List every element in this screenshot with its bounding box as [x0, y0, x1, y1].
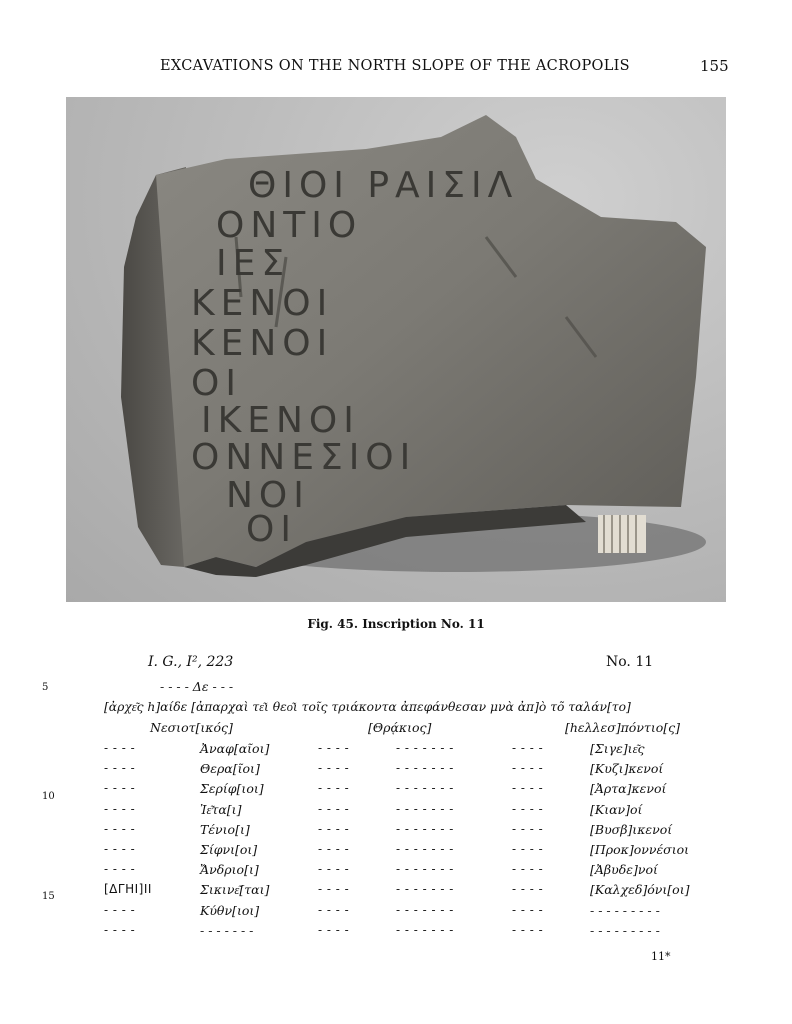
table-cell-d: - - - - - - - [396, 862, 454, 877]
table-cell-d: - - - - - - - [396, 741, 454, 755]
table-cell-d: - - - - - - - [396, 821, 454, 836]
table-cell-f: - - - - - - - - - [590, 902, 660, 918]
ig-reference: I. G., I², 223 [148, 654, 234, 670]
wooden-support [598, 515, 646, 553]
stone-line-6: ΟΙ [191, 363, 242, 404]
table-cell-e: - - - - [512, 801, 544, 816]
table-cell-b: Ἰε͂τα[ι] [200, 801, 242, 817]
table-cell-d: - - - - - - - [396, 781, 454, 796]
line-number-15: 15 [42, 891, 55, 902]
table-cell-d: - - - - - - - [396, 801, 454, 816]
table-cell-f: [Καλχεδ]όνι[οι] [590, 882, 690, 898]
stone-line-9: ΝΟΙ [226, 475, 310, 516]
stone-line-10: ΟΙ [246, 509, 297, 550]
table-cell-e: - - - - [512, 862, 544, 877]
table-cell-c: - - - - [318, 842, 350, 856]
page-number: 155 [700, 57, 729, 75]
table-cell-a: - - - - [104, 741, 136, 755]
inscription-number: No. 11 [606, 654, 654, 670]
table-cell-b: Θερα[ῖοι] [200, 761, 260, 777]
region-thrakios: [Θρᾴκιος] [368, 720, 432, 735]
table-cell-a: - - - - [104, 902, 136, 917]
table-cell-d: - - - - - - - [396, 761, 454, 776]
figure-caption: Fig. 45. Inscription No. 11 [307, 617, 485, 631]
table-cell-c: - - - - [318, 741, 350, 755]
stone-line-7: ΙΚΕΝΟΙ [201, 400, 360, 441]
table-cell-c: - - - - [318, 862, 350, 877]
table-cell-b: Κύθν[ιοι] [200, 902, 260, 918]
table-cell-e: - - - - [512, 761, 544, 776]
table-cell-a: - - - - [104, 842, 136, 856]
table-cell-b: Ἀναφ[αῖοι] [200, 741, 270, 756]
stone-line-4: ΚΕΝΟΙ [191, 283, 334, 324]
table-cell-e: - - - - [512, 821, 544, 836]
table-cell-a: [ΔΓΗΙ]ΙΙ [104, 882, 152, 897]
table-cell-b: Ἄνδριο[ι] [200, 862, 259, 878]
stone-line-3: ΙΕΣ [216, 243, 291, 284]
table-cell-e: - - - - [512, 902, 544, 917]
table-cell-a: - - - - [104, 922, 136, 937]
table-cell-f: [Βυσβ]ικενοί [590, 821, 673, 837]
line-number-10: 10 [42, 791, 55, 802]
stone-line-5: ΚΕΝΟΙ [191, 323, 334, 364]
inscription-photo [66, 97, 726, 602]
table-cell-d: - - - - - - - [396, 922, 454, 937]
table-cell-a: - - - - [104, 781, 136, 796]
stone-line-1: ΘΙΟΙ ΡΑΙΣΙΛ [248, 165, 519, 206]
table-cell-c: - - - - [318, 761, 350, 776]
signature-mark: 11* [651, 950, 671, 963]
table-cell-b: Σίφνι[οι] [200, 842, 258, 857]
table-cell-f: [Προκ]οννέσιοι [590, 842, 690, 857]
table-cell-b: Τένιο[ι] [200, 821, 250, 837]
table-cell-b: Σερίφ[ιοι] [200, 781, 264, 797]
table-cell-b: Σικινε͂[ται] [200, 882, 270, 898]
table-cell-b: - - - - - - - [200, 922, 254, 938]
table-cell-a: - - - - [104, 761, 136, 776]
table-cell-c: - - - - [318, 821, 350, 836]
inscription-heading-line: [ἀρχε͂ς h]αίδε [ἀπαρχαὶ τε͂ι θεο͂ι τοῖς τριάκοντα ἀπεφάνθεσαν μνὰ ἀπ]ὸ τõ ταλάν[το] [104, 700, 631, 714]
line-number-5: 5 [42, 682, 49, 693]
inscription-line-5: - - - - Δε - - - [160, 679, 234, 694]
table-cell-e: - - - - [512, 842, 544, 856]
table-cell-c: - - - - [318, 781, 350, 796]
table-cell-e: - - - - [512, 922, 544, 937]
table-cell-f: [Σιγε]ιε͂ς [590, 741, 645, 756]
table-cell-f: [Ἀρτα]κενοί [590, 781, 667, 797]
table-cell-d: - - - - - - - [396, 842, 454, 856]
table-cell-c: - - - - [318, 801, 350, 816]
table-cell-d: - - - - - - - [396, 882, 454, 897]
table-cell-e: - - - - [512, 882, 544, 897]
table-cell-e: - - - - [512, 781, 544, 796]
table-cell-f: [Ἀβυδε]νοί [590, 862, 658, 878]
table-cell-c: - - - - [318, 922, 350, 937]
running-header: EXCAVATIONS ON THE NORTH SLOPE OF THE ACROPOLIS [160, 58, 630, 74]
table-cell-a: - - - - [104, 862, 136, 877]
stone-line-2: ΟΝΤΙΟ [216, 205, 363, 246]
table-cell-f: [Κιαν]οί [590, 801, 643, 817]
table-cell-f: [Κυζι]κενοί [590, 761, 664, 777]
table-cell-f: - - - - - - - - - [590, 922, 660, 938]
table-cell-e: - - - - [512, 741, 544, 755]
table-cell-c: - - - - [318, 882, 350, 897]
table-cell-c: - - - - [318, 902, 350, 917]
region-nesiotikos: Νεσιοτ[ικός] [150, 720, 233, 735]
table-cell-a: - - - - [104, 821, 136, 836]
table-cell-d: - - - - - - - [396, 902, 454, 917]
region-hellespontios: [hελλεσ]πόντιο[ς] [565, 720, 681, 735]
stone-line-8: ΟΝΝΕΣΙΟΙ [191, 437, 417, 478]
stone-illustration [66, 97, 726, 602]
table-cell-a: - - - - [104, 801, 136, 816]
